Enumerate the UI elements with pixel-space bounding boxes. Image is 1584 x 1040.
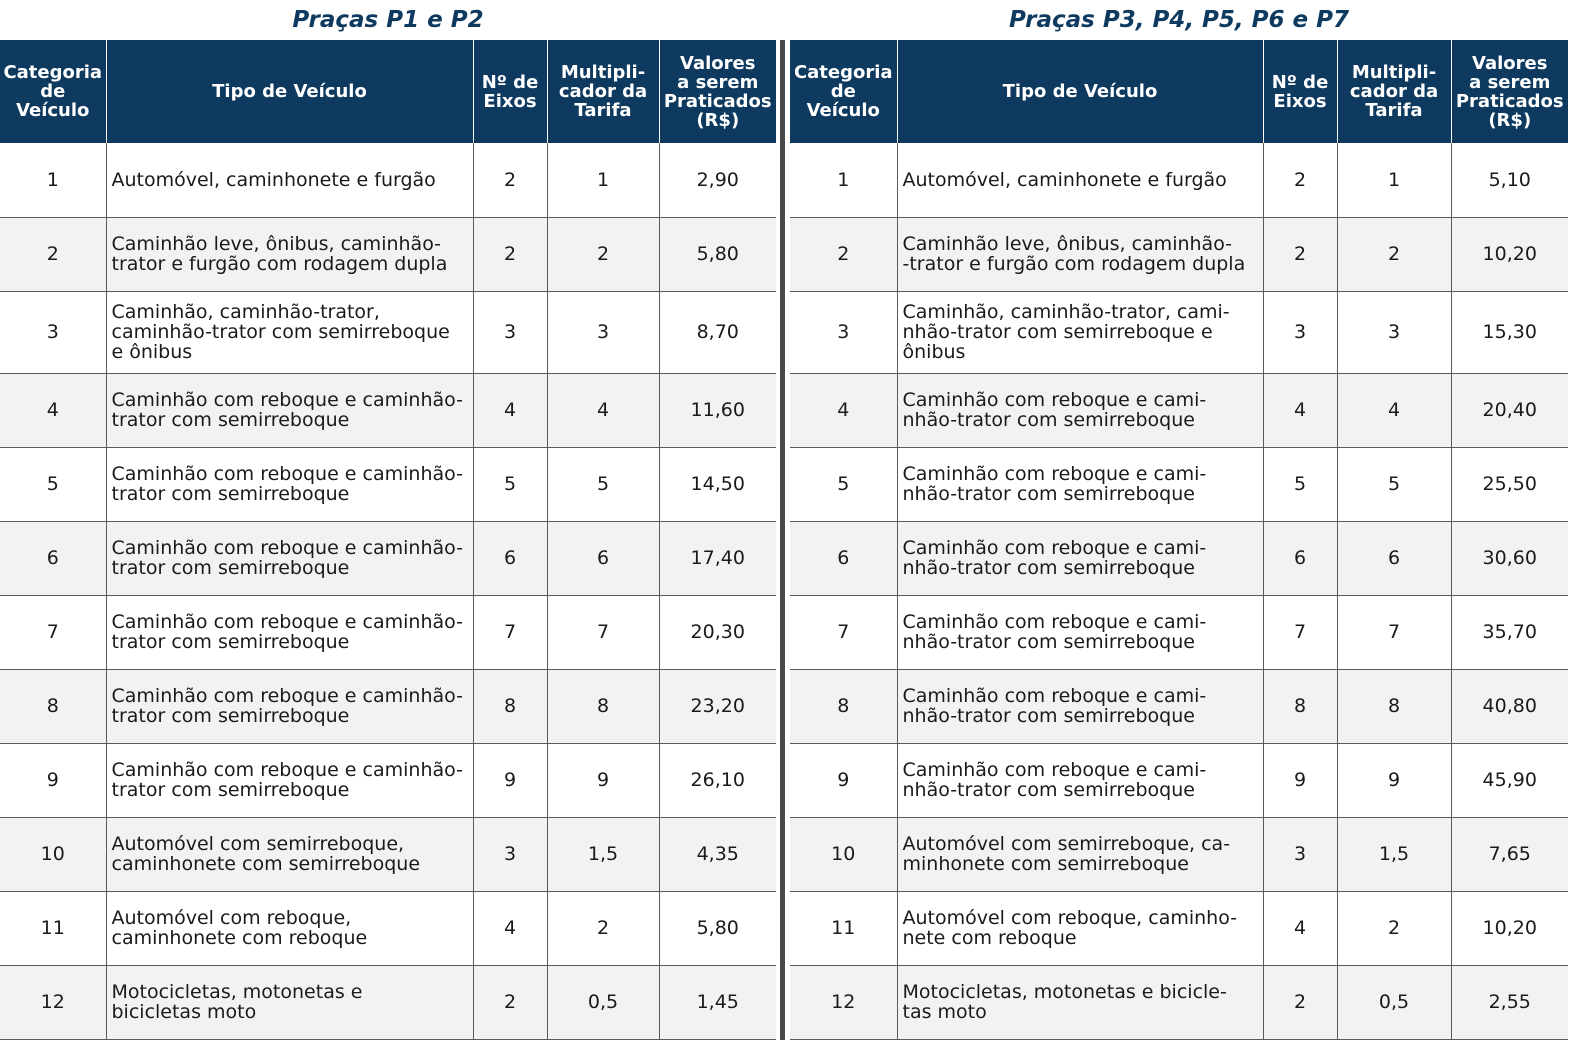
cell-multiplicador: 2: [1337, 891, 1451, 965]
tipo-line: Caminhão com reboque e caminhão-: [111, 759, 463, 781]
tipo-line: -trator e furgão com rodagem dupla: [902, 253, 1246, 275]
table-row: [0, 217, 776, 291]
tariff-table: [790, 40, 1568, 1040]
panel-title: Praças P1 e P2: [292, 7, 484, 33]
cell-eixos: 8: [473, 669, 547, 743]
table-row: [0, 447, 776, 521]
cell-multiplicador: 2: [1337, 217, 1451, 291]
cell-multiplicador: 7: [1337, 595, 1451, 669]
cell-valor: 10,20: [1451, 891, 1568, 965]
cell-categoria: 7: [0, 595, 106, 669]
cell-multiplicador: 2: [547, 891, 659, 965]
cell-eixos: 2: [473, 143, 547, 217]
cell-tipo: [106, 965, 473, 1039]
cell-multiplicador: 7: [547, 595, 659, 669]
tipo-line: nhão-trator com semirreboque: [902, 557, 1195, 579]
cell-categoria: 3: [790, 291, 897, 373]
table-row: [0, 891, 776, 965]
tipo-line: Caminhão leve, ônibus, caminhão-: [111, 233, 442, 255]
cell-eixos: 4: [473, 891, 547, 965]
cell-tipo: [106, 447, 473, 521]
cell-valor: 20,30: [659, 595, 776, 669]
cell-tipo: [106, 521, 473, 595]
header-valores: Valores a serem Praticados (R$): [659, 40, 776, 143]
tipo-line: caminhonete com reboque: [111, 927, 368, 949]
cell-categoria: 6: [0, 521, 106, 595]
cell-eixos: 3: [473, 291, 547, 373]
table-row: [790, 891, 1568, 965]
tipo-line: Caminhão com reboque e cami-: [902, 685, 1207, 707]
cell-eixos: 7: [473, 595, 547, 669]
tipo-line: tas moto: [902, 1001, 987, 1023]
cell-tipo: [897, 891, 1263, 965]
cell-valor: 30,60: [1451, 521, 1568, 595]
cell-tipo: [897, 965, 1263, 1039]
tipo-line: nhão-trator com semirreboque: [902, 409, 1195, 431]
cell-valor: 14,50: [659, 447, 776, 521]
table-row: [0, 521, 776, 595]
cell-tipo: [897, 521, 1263, 595]
cell-valor: 2,55: [1451, 965, 1568, 1039]
cell-tipo: [106, 743, 473, 817]
cell-multiplicador: 8: [1337, 669, 1451, 743]
header-multiplicador: Multipli- cador da Tarifa: [547, 40, 659, 143]
cell-valor: 35,70: [1451, 595, 1568, 669]
cell-valor: 40,80: [1451, 669, 1568, 743]
cell-eixos: 4: [1263, 373, 1337, 447]
tipo-line: Caminhão com reboque e caminhão-: [111, 537, 463, 559]
header-tipo: Tipo de Veículo: [106, 40, 473, 143]
cell-eixos: 5: [473, 447, 547, 521]
cell-multiplicador: 0,5: [1337, 965, 1451, 1039]
table-row: [790, 743, 1568, 817]
cell-valor: 5,80: [659, 217, 776, 291]
cell-categoria: 2: [0, 217, 106, 291]
cell-tipo: [106, 669, 473, 743]
cell-tipo: [897, 291, 1263, 373]
cell-tipo: [897, 743, 1263, 817]
cell-eixos: 3: [1263, 291, 1337, 373]
cell-multiplicador: 6: [1337, 521, 1451, 595]
table-row: [790, 447, 1568, 521]
cell-eixos: 6: [473, 521, 547, 595]
cell-tipo: [106, 217, 473, 291]
tipo-line: Automóvel, caminhonete e furgão: [111, 168, 436, 191]
tipo-line: Automóvel com semirreboque, ca-: [902, 833, 1231, 855]
header-tipo: Tipo de Veículo: [897, 40, 1263, 143]
table-row: [790, 965, 1568, 1039]
tipo-line: bicicletas moto: [111, 1001, 257, 1023]
cell-categoria: 8: [790, 669, 897, 743]
panel-title: Praças P3, P4, P5, P6 e P7: [1008, 7, 1349, 33]
cell-multiplicador: 3: [547, 291, 659, 373]
cell-multiplicador: 1,5: [1337, 817, 1451, 891]
cell-valor: 25,50: [1451, 447, 1568, 521]
cell-valor: 20,40: [1451, 373, 1568, 447]
cell-multiplicador: 4: [1337, 373, 1451, 447]
cell-valor: 4,35: [659, 817, 776, 891]
tipo-line: Motocicletas, motonetas e bicicle-: [902, 981, 1227, 1003]
cell-multiplicador: 0,5: [547, 965, 659, 1039]
cell-tipo: [897, 595, 1263, 669]
tipo-line: trator e furgão com rodagem dupla: [111, 253, 448, 275]
cell-tipo: [106, 291, 473, 373]
cell-categoria: 11: [0, 891, 106, 965]
cell-eixos: 8: [1263, 669, 1337, 743]
header-eixos: Nº de Eixos: [473, 40, 547, 143]
header-categoria: Categoria de Veículo: [0, 40, 106, 143]
cell-tipo: [897, 669, 1263, 743]
cell-categoria: 9: [790, 743, 897, 817]
tipo-line: Automóvel, caminhonete e furgão: [902, 168, 1227, 191]
tipo-line: trator com semirreboque: [111, 483, 350, 505]
cell-tipo: [897, 373, 1263, 447]
cell-tipo: [106, 891, 473, 965]
table-body: [0, 143, 776, 1039]
cell-valor: 5,80: [659, 891, 776, 965]
cell-multiplicador: 3: [1337, 291, 1451, 373]
cell-valor: 10,20: [1451, 217, 1568, 291]
tipo-line: Caminhão, caminhão-trator, cami-: [902, 301, 1230, 323]
table-row: [790, 217, 1568, 291]
tipo-line: ônibus: [902, 341, 966, 363]
table-row: [0, 743, 776, 817]
tipo-line: Caminhão com reboque e caminhão-: [111, 611, 463, 633]
cell-valor: 26,10: [659, 743, 776, 817]
tipo-line: trator com semirreboque: [111, 705, 350, 727]
cell-eixos: 6: [1263, 521, 1337, 595]
cell-eixos: 9: [473, 743, 547, 817]
cell-valor: 23,20: [659, 669, 776, 743]
table-row: [790, 669, 1568, 743]
tipo-line: nhão-trator com semirreboque: [902, 779, 1195, 801]
tipo-line: Caminhão com reboque e cami-: [902, 463, 1207, 485]
cell-categoria: 5: [790, 447, 897, 521]
tipo-line: nhão-trator com semirreboque: [902, 483, 1195, 505]
cell-categoria: 12: [0, 965, 106, 1039]
cell-eixos: 2: [473, 217, 547, 291]
cell-categoria: 10: [790, 817, 897, 891]
table-row: [790, 373, 1568, 447]
cell-valor: 45,90: [1451, 743, 1568, 817]
cell-multiplicador: 1,5: [547, 817, 659, 891]
cell-valor: 15,30: [1451, 291, 1568, 373]
table-row: [790, 595, 1568, 669]
tipo-line: caminhonete com semirreboque: [111, 853, 421, 875]
cell-categoria: 9: [0, 743, 106, 817]
tipo-line: Automóvel com reboque, caminho-: [902, 907, 1238, 929]
table-row: [0, 595, 776, 669]
cell-categoria: 5: [0, 447, 106, 521]
cell-multiplicador: 9: [547, 743, 659, 817]
cell-categoria: 10: [0, 817, 106, 891]
cell-eixos: 7: [1263, 595, 1337, 669]
cell-categoria: 6: [790, 521, 897, 595]
cell-categoria: 12: [790, 965, 897, 1039]
tipo-line: Caminhão com reboque e caminhão-: [111, 463, 463, 485]
cell-multiplicador: 4: [547, 373, 659, 447]
cell-multiplicador: 5: [1337, 447, 1451, 521]
cell-tipo: [106, 143, 473, 217]
tipo-line: Caminhão com reboque e cami-: [902, 611, 1207, 633]
cell-eixos: 4: [473, 373, 547, 447]
cell-eixos: 9: [1263, 743, 1337, 817]
header-categoria: Categoria de Veículo: [790, 40, 897, 143]
cell-eixos: 4: [1263, 891, 1337, 965]
cell-multiplicador: 1: [547, 143, 659, 217]
tipo-line: nhão-trator com semirreboque: [902, 631, 1195, 653]
table-row: [0, 143, 776, 217]
header-eixos: Nº de Eixos: [1263, 40, 1337, 143]
cell-eixos: 2: [1263, 217, 1337, 291]
cell-valor: 17,40: [659, 521, 776, 595]
tipo-line: Automóvel com semirreboque,: [111, 833, 405, 855]
cell-eixos: 2: [1263, 143, 1337, 217]
cell-categoria: 1: [0, 143, 106, 217]
tipo-line: nhão-trator com semirreboque e: [902, 321, 1213, 343]
tipo-line: Caminhão com reboque e caminhão-: [111, 685, 463, 707]
cell-multiplicador: 2: [547, 217, 659, 291]
panel-pracas-p3-p7: [790, 0, 1568, 1040]
header-row: [0, 40, 776, 143]
table-row: [0, 291, 776, 373]
cell-tipo: [897, 817, 1263, 891]
cell-valor: 11,60: [659, 373, 776, 447]
tipo-line: trator com semirreboque: [111, 631, 350, 653]
tipo-line: nhão-trator com semirreboque: [902, 705, 1195, 727]
tipo-line: Caminhão, caminhão-trator,: [111, 301, 380, 323]
tipo-line: Caminhão leve, ônibus, caminhão-: [902, 233, 1233, 255]
cell-multiplicador: 6: [547, 521, 659, 595]
tipo-line: Caminhão com reboque e cami-: [902, 389, 1207, 411]
tipo-line: Caminhão com reboque e caminhão-: [111, 389, 463, 411]
tipo-line: Caminhão com reboque e cami-: [902, 537, 1207, 559]
cell-valor: 1,45: [659, 965, 776, 1039]
tipo-line: e ônibus: [111, 341, 193, 363]
cell-categoria: 4: [790, 373, 897, 447]
table-row: [0, 669, 776, 743]
cell-categoria: 4: [0, 373, 106, 447]
table-row: [790, 291, 1568, 373]
tipo-line: trator com semirreboque: [111, 779, 350, 801]
tipo-line: trator com semirreboque: [111, 409, 350, 431]
cell-valor: 8,70: [659, 291, 776, 373]
cell-valor: 2,90: [659, 143, 776, 217]
table-row: [0, 817, 776, 891]
tariff-table: [0, 40, 776, 1040]
cell-eixos: 5: [1263, 447, 1337, 521]
cell-eixos: 2: [473, 965, 547, 1039]
cell-tipo: [106, 595, 473, 669]
tipo-line: Motocicletas, motonetas e: [111, 981, 363, 1003]
cell-eixos: 3: [473, 817, 547, 891]
tipo-line: Automóvel com reboque,: [111, 907, 352, 929]
cell-eixos: 3: [1263, 817, 1337, 891]
cell-valor: 5,10: [1451, 143, 1568, 217]
cell-tipo: [106, 373, 473, 447]
cell-tipo: [897, 143, 1263, 217]
cell-multiplicador: 9: [1337, 743, 1451, 817]
tipo-line: trator com semirreboque: [111, 557, 350, 579]
cell-categoria: 7: [790, 595, 897, 669]
header-valores: Valores a serem Praticados (R$): [1451, 40, 1568, 143]
tipo-line: minhonete com semirreboque: [902, 853, 1189, 875]
cell-tipo: [897, 447, 1263, 521]
panel-pracas-p1-p2: [0, 0, 776, 1040]
header-row: [790, 40, 1568, 143]
cell-multiplicador: 8: [547, 669, 659, 743]
table-row: [0, 373, 776, 447]
cell-tipo: [106, 817, 473, 891]
cell-valor: 7,65: [1451, 817, 1568, 891]
cell-categoria: 3: [0, 291, 106, 373]
table-row: [0, 965, 776, 1039]
cell-multiplicador: 5: [547, 447, 659, 521]
table-body: [790, 143, 1568, 1039]
header-multiplicador: Multipli- cador da Tarifa: [1337, 40, 1451, 143]
cell-eixos: 2: [1263, 965, 1337, 1039]
cell-categoria: 1: [790, 143, 897, 217]
panel-divider: [780, 40, 785, 1040]
table-row: [790, 817, 1568, 891]
cell-categoria: 8: [0, 669, 106, 743]
tipo-line: caminhão-trator com semirreboque: [111, 321, 450, 343]
table-row: [790, 521, 1568, 595]
tipo-line: Caminhão com reboque e cami-: [902, 759, 1207, 781]
cell-categoria: 11: [790, 891, 897, 965]
table-row: [790, 143, 1568, 217]
cell-multiplicador: 1: [1337, 143, 1451, 217]
tipo-line: nete com reboque: [902, 927, 1077, 949]
cell-categoria: 2: [790, 217, 897, 291]
cell-tipo: [897, 217, 1263, 291]
